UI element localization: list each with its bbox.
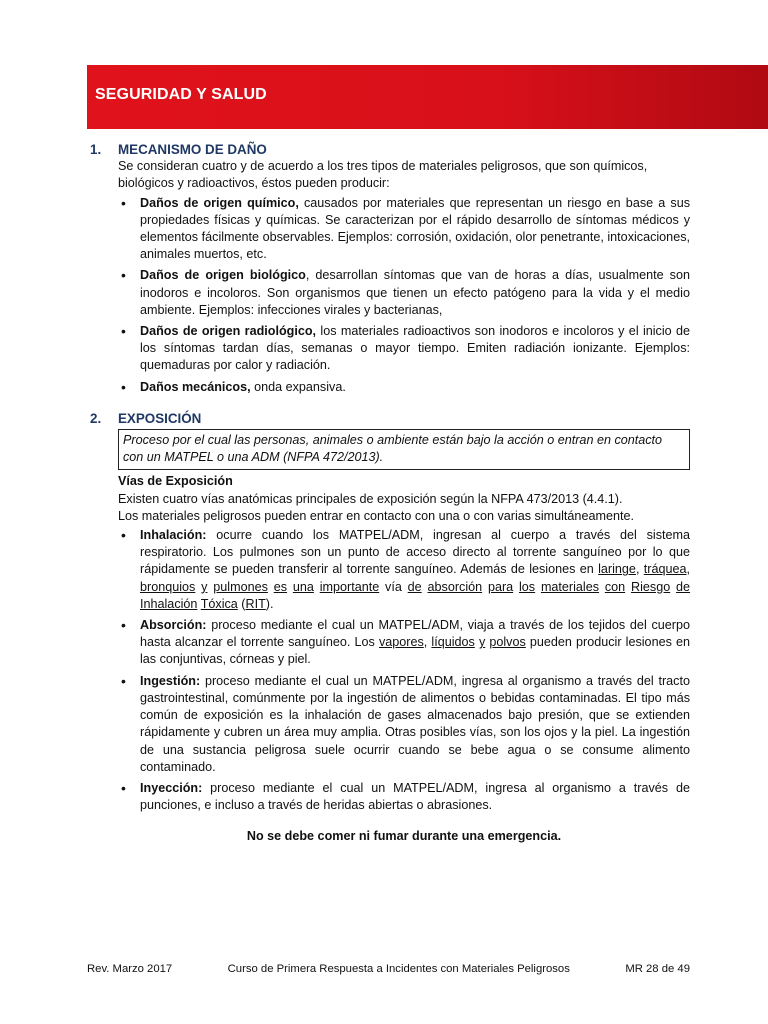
item-text: ocurre cuando los MATPEL/ADM, ingresan al cuerpo a través del sistema respiratorio. Los pulmones son un punto de acceso directo al torrente sanguíneo por lo que rápidamente se pueden transferir al torrente sanguíneo. Además de lesiones en	[140, 528, 690, 577]
subheading-vias: Vías de Exposición	[118, 474, 233, 489]
damage-list	[118, 195, 690, 396]
list-item-ingestion	[118, 673, 690, 776]
document-body	[90, 141, 690, 846]
section-body-exposicion	[118, 429, 690, 845]
section-heading-exposicion	[90, 410, 690, 427]
underlined-term: con	[604, 579, 626, 594]
item-label: Daños de origen químico,	[140, 195, 299, 210]
underlined-term: líquidos	[431, 635, 475, 650]
underlined-term: pulmones	[213, 579, 268, 594]
underlined-term: importante	[319, 579, 380, 594]
footer-course: Curso de Primera Respuesta a Incidentes con Materiales Peligrosos	[227, 963, 570, 975]
item-label: Daños de origen radiológico,	[140, 324, 317, 339]
header-banner	[87, 65, 768, 129]
section-number: 1.	[90, 142, 102, 157]
list-item	[118, 323, 690, 375]
item-text: los materiales radioactivos son inodoros e incoloros y el inicio de los síntomas tardan días, semanas o mayor tiempo. Emiten radiación ionizante. Ejemplos: quemaduras por calor y radiación.	[140, 324, 690, 373]
list-item-absorcion	[118, 617, 690, 669]
item-label: Daños mecánicos,	[140, 379, 251, 394]
list-item-inhalacion	[118, 527, 690, 613]
underlined-term: Riesgo	[631, 579, 671, 594]
item-text: , desarrollan síntomas que van de horas a días, usualmente son inodoros e incoloros. Son organismos que tienen un efecto patógeno para la vida y el medio ambiente. Ejemplos: infecciones virales y bacterianas,	[140, 268, 690, 317]
section-intro: Se consideran cuatro y de acuerdo a los tres tipos de materiales peligrosos, que son químicos, biológicos y radioactivos, éstos pueden producir:	[118, 159, 648, 191]
underlined-term: para	[487, 579, 514, 594]
underlined-term: laringe	[598, 562, 636, 577]
item-label: Daños de origen biológico	[140, 268, 306, 283]
underlined-term: una	[292, 579, 314, 594]
section-body-mecanismo	[118, 158, 690, 396]
item-text: pueden producir lesiones en las conjuntivas, córneas y piel.	[140, 635, 690, 667]
item-text: onda expansiva.	[250, 379, 346, 394]
item-label: Absorción:	[140, 618, 207, 633]
underlined-term: de	[407, 579, 422, 594]
underlined-term: vapores	[378, 635, 424, 650]
item-text: proceso mediante el cual un MATPEL/ADM, ingresa al organismo a través del tracto gastrointestinal, comúnmente por la ingestión de alimentos o bebidas contaminadas. El tipo más común de exposición es la inhalación de gases almacenados bajo presión, que se extienden rápidamente y cubren un área muy amplia. Otras posibles vías, son los ojos y la piel. La ingestión de una sustancia peligrosa suele ocurrir cuando se bebe agua o se consume alimento contaminado.	[140, 673, 690, 774]
section-heading-mecanismo	[90, 141, 690, 158]
underlined-term: Tóxica	[200, 596, 238, 611]
item-text: causados por materiales que representan un riesgo en base a sus propiedades físicas y químicas. Se caracterizan por el rápido desarrollo de síntomas médicos y elementos fácilmente observables. Ejemplos: corrosión, oxidación, olor penetrante, intoxicaciones, animales muertos, etc.	[140, 195, 690, 262]
underlined-term: polvos	[489, 635, 526, 650]
underlined-term: y	[201, 579, 208, 594]
section-number: 2.	[90, 410, 102, 426]
item-text: ,	[423, 635, 432, 650]
section-title: MECANISMO DE DAÑO	[118, 142, 267, 157]
footer-page-number: MR 28 de 49	[625, 963, 690, 975]
item-text: proceso mediante el cual un MATPEL/ADM, viaja a través de los tejidos del cuerpo hasta alcanzar el torrente sanguíneo. Los	[140, 618, 690, 650]
underlined-term: tráquea	[643, 562, 687, 577]
list-item	[118, 267, 690, 319]
exposure-routes-list	[118, 527, 690, 814]
underlined-term: es	[273, 579, 288, 594]
list-item	[118, 195, 690, 264]
underlined-term: RIT	[245, 596, 266, 611]
underlined-term: y	[478, 635, 486, 650]
underlined-term: de	[676, 579, 691, 594]
item-text: ).	[265, 596, 274, 611]
list-item	[118, 379, 690, 396]
underlined-term: Inhalación	[140, 596, 198, 611]
definition-box: Proceso por el cual las personas, animales o ambiente están bajo la acción o entran en contacto con un MATPEL o una ADM (NFPA 472/2013).	[118, 429, 690, 470]
underlined-term: los	[519, 579, 536, 594]
page-footer	[87, 963, 690, 975]
exposure-intro-2: Los materiales peligrosos pueden entrar en contacto con una o con varias simultáneamente.	[118, 508, 634, 523]
footer-revision: Rev. Marzo 2017	[87, 963, 173, 975]
item-text: proceso mediante el cual un MATPEL/ADM, ingresa al organismo a través de punciones, e incluso a través de heridas abiertas o abrasiones.	[140, 780, 690, 813]
item-text: vía	[379, 579, 408, 594]
section-title: EXPOSICIÓN	[118, 410, 202, 426]
underlined-term: bronquios	[140, 579, 196, 594]
item-text: ,	[686, 562, 691, 577]
item-label: Ingestión:	[140, 673, 201, 688]
page-title: SEGURIDAD Y SALUD	[95, 86, 267, 103]
underlined-term: materiales	[540, 579, 600, 594]
item-label: Inyección:	[140, 780, 203, 795]
safety-note: No se debe comer ni fumar durante una emergencia.	[246, 829, 562, 844]
item-text: (	[237, 596, 246, 611]
exposure-intro: Existen cuatro vías anatómicas principales de exposición según la NFPA 473/2013 (4.4.1).	[118, 491, 623, 506]
underlined-term: absorción	[427, 579, 483, 594]
item-label: Inhalación:	[140, 528, 207, 543]
item-text: ,	[635, 562, 644, 577]
list-item-inyeccion	[118, 780, 690, 814]
